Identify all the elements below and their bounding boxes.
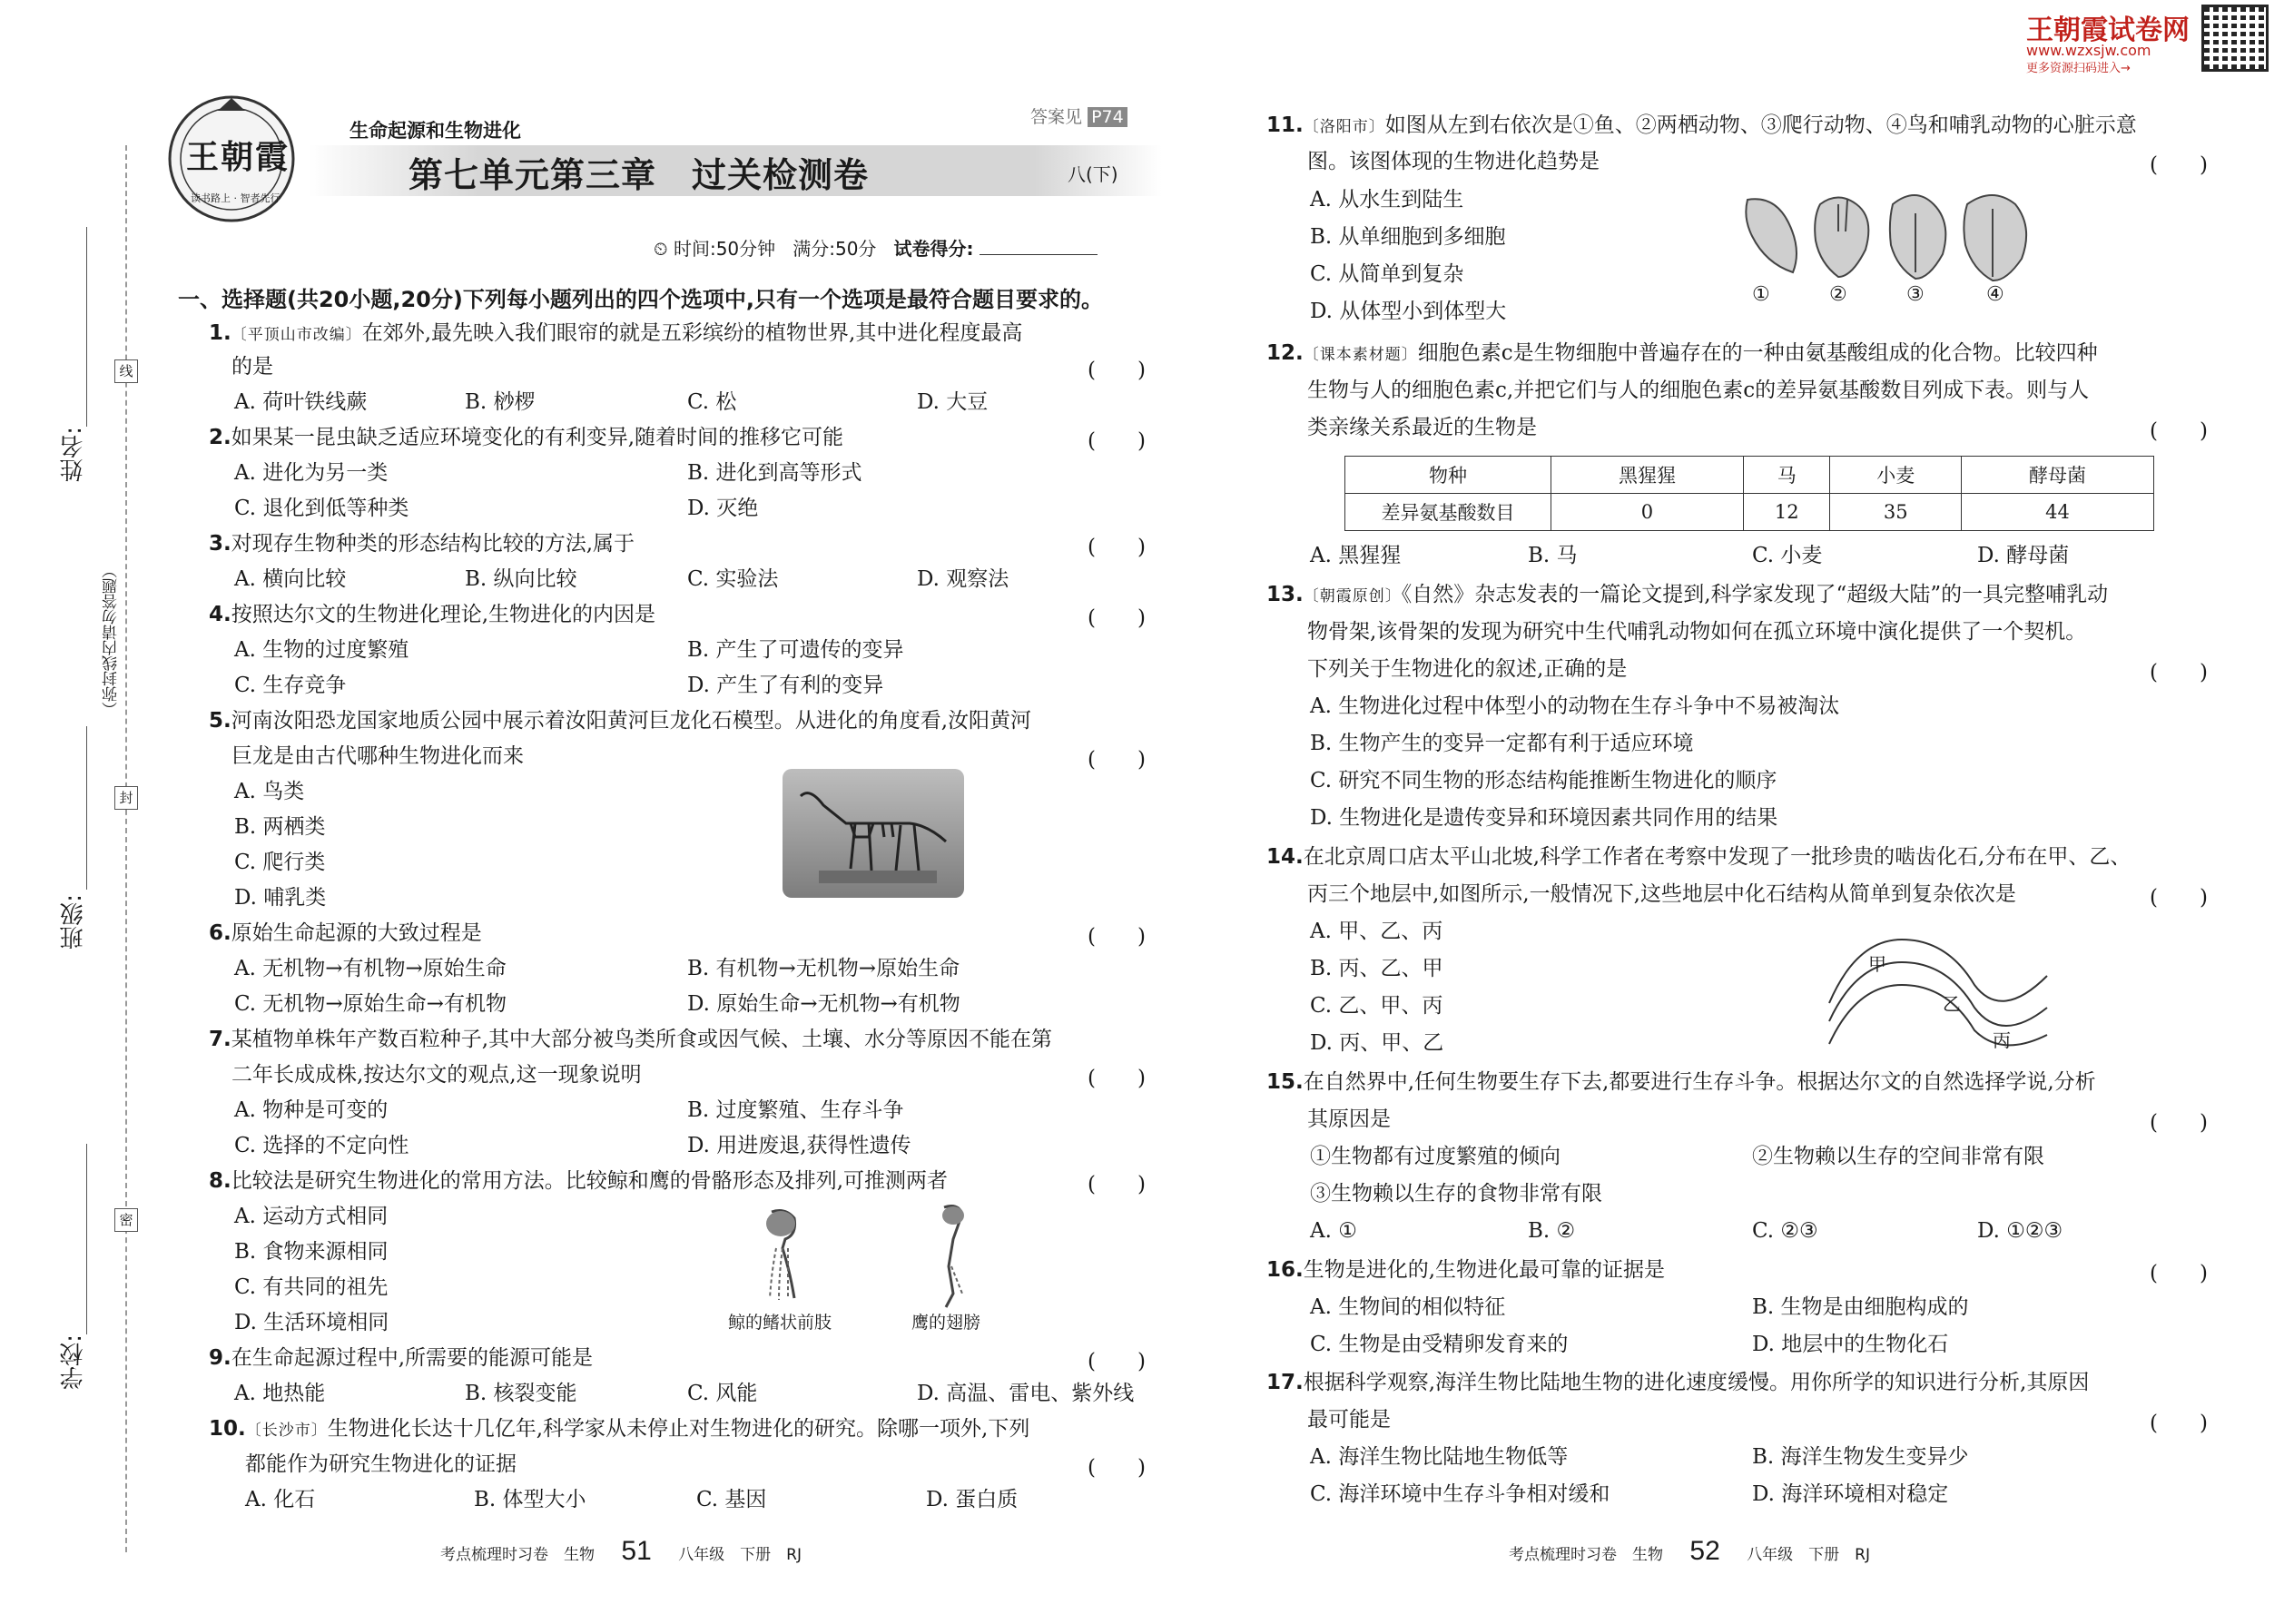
table-header-cell: 小麦 bbox=[1830, 457, 1962, 494]
question-7 bbox=[209, 1026, 1052, 1053]
table-cell: 差异氨基酸数目 bbox=[1345, 494, 1551, 531]
option-a: A. 物种是可变的 bbox=[234, 1098, 389, 1122]
page-number-right: 52 bbox=[1689, 1536, 1720, 1566]
brand-name: 王朝霞 bbox=[186, 138, 290, 176]
dinosaur-fossil-photo bbox=[783, 769, 964, 898]
option-d: D. 用进废退,获得性遗传 bbox=[687, 1134, 911, 1157]
option-c: C. 海洋环境中生存斗争相对缓和 bbox=[1310, 1482, 1610, 1506]
footer-right-tail: 八年级 下册 RJ bbox=[1747, 1546, 1871, 1564]
question-text: 在自然界中,任何生物要生存下去,都要进行生存斗争。根据达尔文的自然选择学说,分析 bbox=[1303, 1070, 2096, 1094]
option-c: C. ②③ bbox=[1752, 1219, 1818, 1243]
option-d: D. 地层中的生物化石 bbox=[1752, 1333, 1949, 1356]
question-number: 15. bbox=[1266, 1070, 1304, 1094]
table-header-cell: 酵母菌 bbox=[1962, 457, 2154, 494]
stratum-label-yi: 乙 bbox=[1943, 993, 1961, 1015]
answer-paren[interactable]: ( ) bbox=[1088, 606, 1146, 630]
option-d: D. 丙、甲、乙 bbox=[1310, 1031, 1444, 1055]
answer-paren[interactable]: ( ) bbox=[1088, 925, 1146, 949]
table-cell: 35 bbox=[1830, 494, 1962, 531]
answer-paren[interactable]: ( ) bbox=[1088, 1067, 1146, 1090]
question-number: 3. bbox=[209, 532, 231, 556]
statement-3: ③生物赖以生存的食物非常有限 bbox=[1310, 1182, 1602, 1206]
strata-diagram bbox=[1820, 921, 2056, 1058]
option-a: A. 从水生到陆生 bbox=[1310, 188, 1464, 212]
option-a: A. ① bbox=[1310, 1219, 1357, 1243]
option-b: B. 纵向比较 bbox=[465, 567, 577, 591]
answer-paren[interactable]: ( ) bbox=[1088, 359, 1146, 382]
option-a: A. 横向比较 bbox=[234, 567, 347, 591]
answer-paren[interactable]: ( ) bbox=[2150, 1262, 2208, 1285]
table-row bbox=[1345, 494, 2154, 531]
subject-title: 生命起源和生物进化 bbox=[350, 120, 521, 142]
brand-sub: 读书路上 · 智者先行 bbox=[191, 192, 281, 204]
seal-line bbox=[125, 145, 127, 1552]
grade-label: 八(下) bbox=[1068, 163, 1118, 185]
option-c: C. 生物是由受精卵发育来的 bbox=[1310, 1333, 1569, 1356]
table-cell: 12 bbox=[1743, 494, 1830, 531]
score-get-label: 试卷得分: bbox=[893, 238, 974, 260]
option-d: D. 灭绝 bbox=[687, 497, 759, 520]
question-13-line2: 物骨架,该骨架的发现为研究中生代哺乳动物如何在孤立环境中演化提供了一个契机。 bbox=[1307, 620, 2087, 644]
option-d: D. 大豆 bbox=[917, 390, 989, 414]
option-c: C. 基因 bbox=[696, 1488, 767, 1511]
question-13 bbox=[1266, 581, 2108, 610]
option-a: A. 进化为另一类 bbox=[234, 461, 389, 485]
question-number: 7. bbox=[209, 1028, 231, 1051]
question-1-line2: 的是 bbox=[231, 355, 273, 379]
table-header-row bbox=[1345, 457, 2154, 494]
statement-1: ①生物都有过度繁殖的倾向 bbox=[1310, 1145, 1561, 1168]
exam-meta bbox=[654, 234, 1098, 261]
question-15-line2: 其原因是 bbox=[1307, 1107, 1391, 1131]
question-text: 生物进化长达十几亿年,科学家从未停止对生物进化的研究。除哪一项外,下列 bbox=[327, 1417, 1030, 1441]
answer-ref bbox=[1030, 103, 1127, 128]
seal-char-bottom: 密 bbox=[114, 1208, 138, 1232]
question-number: 6. bbox=[209, 921, 231, 945]
option-d: D. 哺乳类 bbox=[234, 886, 327, 910]
question-11-line2: 图。该图体现的生物进化趋势是 bbox=[1307, 150, 1600, 173]
question-text: 对现存生物种类的形态结构比较的方法,属于 bbox=[231, 532, 635, 556]
heart-label-2: ② bbox=[1829, 283, 1847, 306]
question-15 bbox=[1266, 1068, 2096, 1096]
option-b: B. 过度繁殖、生存斗争 bbox=[687, 1098, 904, 1122]
option-b: B. 有机物→无机物→原始生命 bbox=[687, 957, 960, 980]
name-line bbox=[86, 227, 87, 427]
option-b: B. 桫椤 bbox=[465, 390, 536, 414]
website-sub: 更多资源扫码进入→ bbox=[2026, 62, 2131, 75]
option-d: D. 从体型小到体型大 bbox=[1310, 300, 1507, 323]
question-number: 4. bbox=[209, 603, 231, 626]
question-5-line2: 巨龙是由古代哪种生物进化而来 bbox=[231, 744, 524, 768]
question-text: 比较法是研究生物进化的常用方法。比较鲸和鹰的骨骼形态及排列,可推测两者 bbox=[231, 1169, 949, 1193]
question-text: 细胞色素c是生物细胞中普遍存在的一种由氨基酸组成的化合物。比较四种 bbox=[1417, 341, 2098, 365]
question-text: 《自然》杂志发表的一篇论文提到,科学家发现了“超级大陆”的一具完整哺乳动 bbox=[1401, 583, 2109, 606]
question-14 bbox=[1266, 843, 2131, 871]
question-number: 5. bbox=[209, 709, 231, 733]
option-c: C. 风能 bbox=[687, 1382, 758, 1405]
class-label: 班级: bbox=[60, 894, 87, 950]
question-number: 10. bbox=[209, 1417, 246, 1441]
option-b: B. 产生了可遗传的变异 bbox=[687, 638, 904, 662]
option-b: B. 生物产生的变异一定都有利于适应环境 bbox=[1310, 732, 1694, 755]
whale-flipper-figure bbox=[744, 1207, 826, 1307]
footer-right bbox=[1509, 1536, 1870, 1567]
option-b: B. 两栖类 bbox=[234, 815, 326, 839]
question-14-line2: 丙三个地层中,如图所示,一般情况下,这些地层中化石结构从简单到复杂依次是 bbox=[1307, 882, 2016, 906]
footer-left bbox=[440, 1536, 802, 1567]
option-a: A. 甲、乙、丙 bbox=[1310, 920, 1443, 943]
question-text: 在生命起源过程中,所需要的能源可能是 bbox=[231, 1346, 594, 1370]
score-label: 满分:50分 bbox=[793, 238, 877, 260]
question-11 bbox=[1266, 112, 2137, 141]
seal-char-mid: 封 bbox=[114, 786, 138, 810]
question-source: 〔长沙市〕 bbox=[245, 1422, 328, 1440]
option-a: A. 生物进化过程中体型小的动物在生存斗争中不易被淘汰 bbox=[1310, 694, 1840, 718]
website-url: www.wzxsjw.com bbox=[2026, 42, 2151, 59]
question-3 bbox=[209, 530, 635, 557]
school-line bbox=[86, 1144, 87, 1334]
answer-paren[interactable]: ( ) bbox=[2150, 153, 2208, 177]
option-c: C. 无机物→原始生命→有机物 bbox=[234, 992, 507, 1016]
option-d: D. 酵母菌 bbox=[1977, 544, 2070, 567]
school-label: 学校: bbox=[60, 1334, 87, 1390]
heart-label-1: ① bbox=[1752, 283, 1770, 306]
answer-paren[interactable]: ( ) bbox=[2150, 419, 2208, 443]
statement-2: ②生物赖以生存的空间非常有限 bbox=[1752, 1145, 2044, 1168]
option-c: C. 松 bbox=[687, 390, 737, 414]
option-a: A. 生物的过度繁殖 bbox=[234, 638, 409, 662]
question-number: 11. bbox=[1266, 113, 1304, 137]
option-c: C. 爬行类 bbox=[234, 851, 326, 874]
footer-right-text: 考点梳理时习卷 生物 bbox=[1509, 1546, 1663, 1564]
question-7-line2: 二年长成成株,按达尔文的观点,这一现象说明 bbox=[231, 1063, 642, 1087]
question-source: 〔课本素材题〕 bbox=[1303, 346, 1418, 364]
question-number: 17. bbox=[1266, 1371, 1304, 1394]
answer-paren[interactable]: ( ) bbox=[1088, 536, 1146, 559]
option-c: C. 有共同的祖先 bbox=[234, 1275, 389, 1299]
cytochrome-table bbox=[1344, 456, 2154, 531]
question-number: 1. bbox=[209, 321, 231, 345]
question-number: 2. bbox=[209, 426, 231, 449]
option-d: D. 产生了有利的变异 bbox=[687, 674, 884, 697]
question-number: 16. bbox=[1266, 1258, 1304, 1282]
option-b: B. 生物是由细胞构成的 bbox=[1752, 1295, 1969, 1319]
question-text: 如果某一昆虫缺乏适应环境变化的有利变异,随着时间的推移它可能 bbox=[231, 426, 844, 449]
option-b: B. 体型大小 bbox=[474, 1488, 586, 1511]
question-6 bbox=[209, 920, 482, 947]
answer-ref-page: P74 bbox=[1088, 107, 1127, 127]
question-16 bbox=[1266, 1256, 1665, 1284]
question-source: 〔洛阳市〕 bbox=[1303, 118, 1385, 136]
main-title: 第七单元第三章 过关检测卷 bbox=[409, 155, 870, 195]
answer-paren[interactable]: ( ) bbox=[1088, 1173, 1146, 1196]
question-text: 原始生命起源的大致过程是 bbox=[231, 921, 482, 945]
option-d: D. 原始生命→无机物→有机物 bbox=[687, 992, 960, 1016]
website-brand: 王朝霞试卷网 bbox=[2026, 15, 2190, 46]
question-12-line2: 生物与人的细胞色素c,并把它们与人的细胞色素c的差异氨基酸数目列成下表。则与人 bbox=[1307, 379, 2090, 402]
question-12 bbox=[1266, 340, 2098, 369]
option-b: B. ② bbox=[1528, 1219, 1576, 1243]
footer-left-text: 考点梳理时习卷 生物 bbox=[440, 1546, 595, 1564]
table-cell: 44 bbox=[1962, 494, 2154, 531]
question-text: 根据科学观察,海洋生物比陆地生物的进化速度缓慢。用你所学的知识进行分析,其原因 bbox=[1303, 1371, 2090, 1394]
heart-diagram bbox=[1738, 186, 2038, 286]
option-b: B. 食物来源相同 bbox=[234, 1240, 389, 1264]
stratum-label-bing: 丙 bbox=[1993, 1029, 2011, 1051]
stratum-label-jia: 甲 bbox=[1868, 953, 1886, 975]
option-c: C. 研究不同生物的形态结构能推断生物进化的顺序 bbox=[1310, 769, 1777, 792]
option-a: A. 黑猩猩 bbox=[1310, 544, 1402, 567]
option-b: B. 从单细胞到多细胞 bbox=[1310, 225, 1506, 249]
question-12-line3: 类亲缘关系最近的生物是 bbox=[1307, 416, 1537, 439]
question-text: 如图从左到右依次是①鱼、②两栖动物、③爬行动物、④鸟和哺乳动物的心脏示意 bbox=[1384, 113, 2137, 137]
question-text: 河南汝阳恐龙国家地质公园中展示着汝阳黄河巨龙化石模型。从进化的角度看,汝阳黄河 bbox=[231, 709, 1032, 733]
footer-left-tail: 八年级 下册 RJ bbox=[678, 1546, 802, 1564]
option-c: C. 小麦 bbox=[1752, 544, 1823, 567]
question-text: 生物是进化的,生物进化最可靠的证据是 bbox=[1303, 1258, 1666, 1282]
seal-char-top: 线 bbox=[114, 359, 138, 383]
question-source: 〔平顶山市改编〕 bbox=[231, 326, 362, 344]
option-c: C. 实验法 bbox=[687, 567, 779, 591]
question-2 bbox=[209, 424, 843, 451]
option-a: A. 荷叶铁线蕨 bbox=[234, 390, 368, 414]
answer-paren[interactable]: ( ) bbox=[2150, 661, 2208, 684]
option-b: B. 进化到高等形式 bbox=[687, 461, 862, 485]
answer-paren[interactable]: ( ) bbox=[1088, 748, 1146, 772]
question-17 bbox=[1266, 1369, 2089, 1396]
answer-paren[interactable]: ( ) bbox=[1088, 1350, 1146, 1373]
heart-label-3: ③ bbox=[1906, 283, 1925, 306]
question-4 bbox=[209, 601, 655, 628]
question-10-line2: 都能作为研究生物进化的证据 bbox=[245, 1452, 517, 1476]
section-title: 一、选择题(共20小题,20分)下列每小题列出的四个选项中,只有一个选项是最符合题目要求的。 bbox=[178, 287, 1103, 312]
option-d: D. 海洋环境相对稳定 bbox=[1752, 1482, 1949, 1506]
option-a: A. 无机物→有机物→原始生命 bbox=[234, 957, 507, 980]
question-number: 12. bbox=[1266, 341, 1304, 365]
option-a: A. 生物间的相似特征 bbox=[1310, 1295, 1506, 1319]
question-10 bbox=[209, 1415, 1029, 1444]
option-b: B. 海洋生物发生变异少 bbox=[1752, 1445, 1969, 1469]
question-number: 13. bbox=[1266, 583, 1304, 606]
question-5 bbox=[209, 707, 1031, 734]
question-17-line2: 最可能是 bbox=[1307, 1408, 1391, 1432]
qr-code-icon[interactable] bbox=[2204, 7, 2266, 69]
answer-ref-prefix: 答案见 bbox=[1030, 107, 1083, 127]
option-b: B. 丙、乙、甲 bbox=[1310, 957, 1443, 980]
table-header-cell: 物种 bbox=[1345, 457, 1551, 494]
question-1 bbox=[209, 320, 1022, 349]
answer-paren[interactable]: ( ) bbox=[2150, 886, 2208, 910]
question-number: 14. bbox=[1266, 845, 1304, 869]
figure-caption-eagle: 鹰的翅膀 bbox=[911, 1313, 981, 1333]
option-d: D. 生活环境相同 bbox=[234, 1311, 389, 1334]
question-number: 8. bbox=[209, 1169, 231, 1193]
option-b: B. 核裂变能 bbox=[465, 1382, 577, 1405]
page-number-left: 51 bbox=[621, 1536, 652, 1566]
figure-caption-whale: 鲸的鳍状前肢 bbox=[728, 1313, 832, 1333]
answer-paren[interactable]: ( ) bbox=[1088, 429, 1146, 453]
question-source: 〔朝霞原创〕 bbox=[1303, 587, 1402, 605]
option-a: A. 运动方式相同 bbox=[234, 1205, 389, 1228]
option-d: D. 生物进化是遗传变异和环境因素共同作用的结果 bbox=[1310, 806, 1778, 830]
option-c: C. 乙、甲、丙 bbox=[1310, 994, 1443, 1018]
option-a: A. 海洋生物比陆地生物低等 bbox=[1310, 1445, 1569, 1469]
option-c: C. 从简单到复杂 bbox=[1310, 262, 1464, 286]
seal-note: （弥封线内请勿答题） bbox=[103, 563, 121, 717]
clock-icon: ⏲ bbox=[654, 238, 668, 260]
question-text: 在北京周口店太平山北坡,科学工作者在考察中发现了一批珍贵的啮齿化石,分布在甲、乙、 bbox=[1303, 845, 2132, 869]
class-line bbox=[86, 726, 87, 890]
table-header-cell: 马 bbox=[1743, 457, 1830, 494]
option-c: C. 选择的不定向性 bbox=[234, 1134, 409, 1157]
table-cell: 0 bbox=[1551, 494, 1744, 531]
eagle-wing-figure bbox=[926, 1203, 980, 1312]
name-label: 姓名: bbox=[60, 427, 87, 482]
question-8 bbox=[209, 1167, 948, 1195]
option-d: D. ①②③ bbox=[1977, 1219, 2063, 1243]
question-13-line3: 下列关于生物进化的叙述,正确的是 bbox=[1307, 657, 1628, 681]
option-c: C. 生存竞争 bbox=[234, 674, 347, 697]
option-a: A. 鸟类 bbox=[234, 780, 305, 803]
answer-paren[interactable]: ( ) bbox=[1088, 1456, 1146, 1480]
question-text: 在郊外,最先映入我们眼帘的就是五彩缤纷的植物世界,其中进化程度最高 bbox=[361, 321, 1023, 345]
answer-paren[interactable]: ( ) bbox=[2150, 1412, 2208, 1435]
option-b: B. 马 bbox=[1528, 544, 1578, 567]
heart-label-4: ④ bbox=[1986, 283, 2004, 306]
option-a: A. 地热能 bbox=[234, 1382, 326, 1405]
question-text: 按照达尔文的生物进化理论,生物进化的内因是 bbox=[231, 603, 656, 626]
time-label: 时间:50分钟 bbox=[673, 238, 776, 260]
score-blank[interactable] bbox=[980, 254, 1098, 255]
question-number: 9. bbox=[209, 1346, 231, 1370]
table-header-cell: 黑猩猩 bbox=[1551, 457, 1744, 494]
option-d: D. 高温、雷电、紫外线 bbox=[917, 1382, 1135, 1405]
option-d: D. 观察法 bbox=[917, 567, 1009, 591]
answer-paren[interactable]: ( ) bbox=[2150, 1111, 2208, 1135]
question-9 bbox=[209, 1344, 593, 1372]
option-d: D. 蛋白质 bbox=[926, 1488, 1019, 1511]
question-text: 某植物单株年产数百粒种子,其中大部分被鸟类所食或因气候、土壤、水分等原因不能在第 bbox=[231, 1028, 1053, 1051]
option-c: C. 退化到低等种类 bbox=[234, 497, 409, 520]
option-a: A. 化石 bbox=[245, 1488, 316, 1511]
